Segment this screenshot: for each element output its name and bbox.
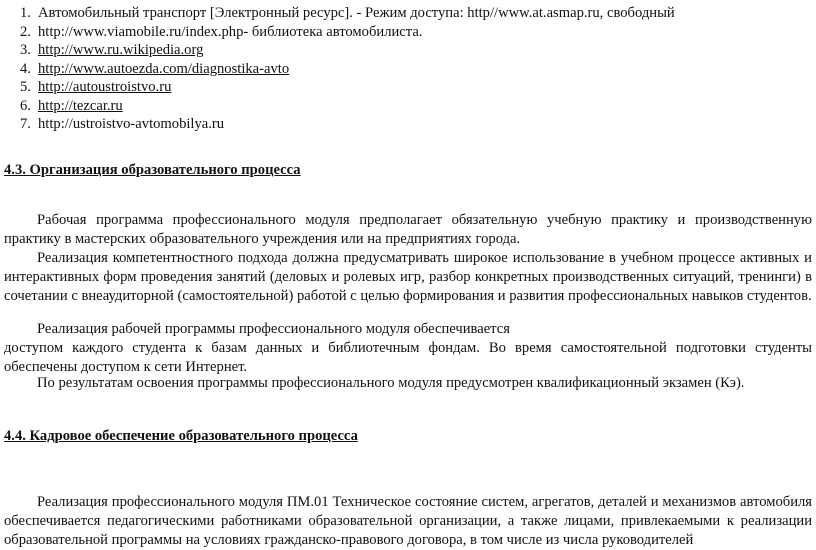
paragraph: Реализация профессионального модуля ПМ.01 Техническое состояние систем, агрегатов, деталей и механизмов автомобиля обеспечивается педагогическими работниками образовательной организации, а также лицами, привлекаемыми к реализации образовательной программы на условиях гражданско-правового договора, в том числе из числа руководителей [4, 494, 812, 548]
paragraph: доступом каждого студента к базам данных и библиотечным фондам. Во время самостоятельной подготовки студенты обеспечены доступом к сети Интернет. [4, 340, 812, 375]
list-number: 2. [20, 23, 31, 40]
list-text: http://ustroistvo-avtomobilya.ru [38, 116, 225, 132]
reference-link[interactable]: http://www.autoezda.com/diagnostika-avto [38, 60, 290, 77]
paragraph: Реализация компетентностного подхода должна предусматривать широкое использование в учебном процессе активных и интерактивных форм проведения занятий (деловых и ролевых игр, разбор конкретных производственных ситуаций, тренинги) в сочетании с внеаудиторной (самостоятельной) работой с целью формирования и развития профессиональных навыков студентов. [4, 250, 812, 304]
paragraph: Рабочая программа профессионального модуля предполагает обязательную учебную практику и производственную практику в мастерских образовательного учреждения или на предприятиях города. [4, 212, 812, 247]
list-number: 3. [20, 42, 31, 58]
section-heading-4-4: 4.4. Кадровое обеспечение образовательного процесса [4, 428, 358, 444]
list-text: http://www.viamobile.ru/index.php- библиотека автомобилиста. [38, 23, 423, 40]
section-heading-4-3: 4.3. Организация образовательного процесса [4, 162, 301, 178]
reference-link[interactable]: http://autoustroistvo.ru [38, 79, 172, 95]
paragraph: По результатам освоения программы профессионального модуля предусмотрен квалификационный экзамен (Кэ). [37, 375, 745, 391]
list-number: 1. [20, 5, 31, 21]
list-number: 6. [20, 97, 31, 114]
paragraph: Реализация рабочей программы профессионального модуля обеспечивается [37, 321, 510, 337]
reference-link[interactable]: http://www.ru.wikipedia.org [38, 42, 204, 58]
list-number: 7. [20, 116, 31, 132]
list-number: 5. [20, 79, 31, 95]
reference-link[interactable]: http://tezcar.ru [38, 97, 123, 114]
list-text: Автомобильный транспорт [Электронный ресурс]. - Режим доступа: http//www.at.asmap.ru, свободный [38, 5, 675, 21]
list-number: 4. [20, 60, 31, 77]
